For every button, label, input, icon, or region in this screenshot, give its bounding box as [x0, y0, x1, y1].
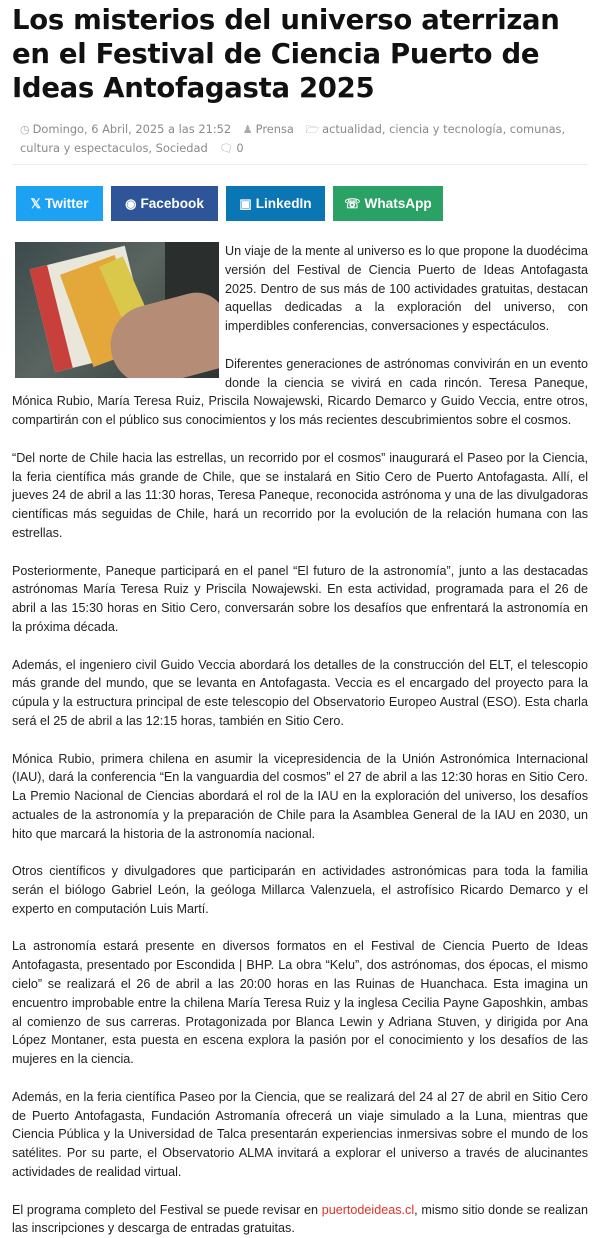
- paragraph: “Del norte de Chile hacia las estrellas, un recorrido por el cosmos” inaugurará el Paseo por la Ciencia, la feria científica más grande de Chile, que se instalará en Sitio Cero de Puerto Antofagasta. Allí, el jueves 24 de abril a las 11:30 horas, Teresa Paneque, reconocida astrónoma y una de las divulgadoras científicas más seguidas de Chile, hará un recorrido por la evolución de la relación humana con las estrellas.: [12, 450, 588, 540]
- comment-count[interactable]: 0: [236, 141, 244, 155]
- folder-icon: 🗁: [305, 123, 320, 136]
- facebook-icon: ◉: [125, 195, 137, 211]
- user-icon: ♟: [242, 123, 253, 136]
- puertodeideas-link[interactable]: puertodeideas.cl: [321, 1202, 415, 1217]
- share-twitter-button[interactable]: [16, 186, 103, 221]
- share-linkedin-button[interactable]: [226, 186, 325, 221]
- paragraph: Un viaje de la mente al universo es lo que propone la duodécima versión del Festival de Ciencia Puerto de Ideas Antofagasta 2025. Dentro de sus más de 100 actividades gratuitas, destacan aquellas dedicadas a la exploración del universo, con imperdibles conferencias, conversaciones y espectáculos.: [225, 244, 588, 334]
- article-meta: [12, 120, 588, 165]
- share-whatsapp-label: WhatsApp: [364, 196, 432, 211]
- article-photo: [15, 242, 219, 378]
- paragraph: Además, el ingeniero civil Guido Veccia abordará los detalles de la construcción del ELT, el telescopio más grande del mundo, que se levanta en Antofagasta. Veccia es el encargado del proyecto para la cúpula y la estructura principal de este telescopio del Observatorio Europeo Austral (ESO). Esta charla será el 25 de abril a las 12:15 horas, también en Sitio Cero.: [12, 657, 588, 728]
- share-bar: [12, 186, 588, 221]
- comment-icon: 🗨: [219, 142, 234, 155]
- paragraph: Diferentes generaciones de astrónomas convivirán en un evento donde la ciencia se vivirá en cada rincón. Teresa Paneque, Mónica Rubio, María Teresa Ruiz, Priscila Nowajewski, Ricardo Demarco y Guido Veccia, entre otros, compartirán con el público sus conocimientos y los más recientes descubrimientos sobre el cosmos.: [12, 356, 588, 428]
- whatsapp-icon: ☏: [344, 195, 361, 211]
- paragraph: Mónica Rubio, primera chilena en asumir la vicepresidencia de la Unión Astronómica Internacional (IAU), dará la conferencia “En la vanguardia del cosmos” el 27 de abril a las 12:30 horas en Sitio Cero. La Premio Nacional de Ciencias abordará el rol de la IAU en la exploración del universo, los desafíos actuales de la astronomía y la preparación de Chile para la Asamblea General de la IAU en 2030, un hito que marcará la historia de la astronomía nacional.: [12, 751, 588, 841]
- closing-text-before: El programa completo del Festival se puede revisar en: [12, 1202, 322, 1217]
- share-twitter-label: Twitter: [44, 196, 89, 211]
- share-linkedin-label: LinkedIn: [255, 196, 312, 211]
- paragraph: La astronomía estará presente en diversos formatos en el Festival de Ciencia Puerto de Ideas Antofagasta, presentado por Escondida | BHP. La obra “Kelu”, dos astrónomas, dos épocas, el mismo cielo” se realizará el 26 de abril a las 20:00 horas en las Ruinas de Huanchaca. Esta imagina un encuentro improbable entre la chilena María Teresa Ruiz y la inglesa Cecilia Payne Gaposhkin, ambas al comienzo de sus carreras. Protagonizada por Blanca Lewin y Adriana Stuven, y dirigida por Ana López Montaner, esta puesta en escena explora la pasión por el conocimiento y los desafíos de las mujeres en la ciencia.: [12, 939, 588, 1067]
- categories-list[interactable]: actualidad, ciencia y tecnología, comunas, cultura y espectaculos, Sociedad: [20, 122, 566, 155]
- publish-date: Domingo, 6 Abril, 2025 a las 21:52: [32, 122, 232, 136]
- share-facebook-button[interactable]: [111, 186, 218, 221]
- author-link[interactable]: Prensa: [255, 122, 294, 136]
- closing-paragraph: [12, 1201, 588, 1238]
- paragraph: Además, en la feria científica Paseo por la Ciencia, que se realizará del 24 al 27 de abril en Sitio Cero de Puerto Antofagasta, Fundación Astromanía ofrecerá un viaje simulado a la Luna, mientras que Ciencia Pública y la Universidad de Talca presentarán experiencias inmersivas sobre el mundo de los satélites. Por su parte, el Observatorio ALMA invitará a explorar el universo a través de alucinantes actividades de realidad virtual.: [12, 1089, 588, 1180]
- share-whatsapp-button[interactable]: [333, 186, 443, 221]
- x-icon: 𝕏: [30, 195, 41, 211]
- closing-text-after: , mismo sitio donde se realizan las inscripciones y descarga de entradas gratuitas.: [12, 1202, 588, 1236]
- clock-icon: ◷: [20, 123, 30, 136]
- article-body: [12, 242, 588, 1238]
- article-title: Los misterios del universo aterrizan en el Festival de Ciencia Puerto de Ideas Antofagasta 2025: [12, 4, 560, 104]
- linkedin-icon: ▣: [239, 195, 252, 211]
- share-facebook-label: Facebook: [140, 196, 204, 211]
- paragraph: Posteriormente, Paneque participará en el panel “El futuro de la astronomía”, junto a las destacadas astrónomas María Teresa Ruiz y Priscila Nowajewski. En esta actividad, programada para el 26 de abril a las 15:30 horas en Sitio Cero, conversarán sobre los desafíos que enfrentará la astronomía en la próxima década.: [12, 563, 588, 634]
- paragraph: Otros científicos y divulgadores que participarán en actividades astronómicas para toda la familia serán el biólogo Gabriel León, la geóloga Millarca Valenzuela, el astrofísico Ricardo Demarco y el experto en computación Luis Martí.: [12, 864, 588, 916]
